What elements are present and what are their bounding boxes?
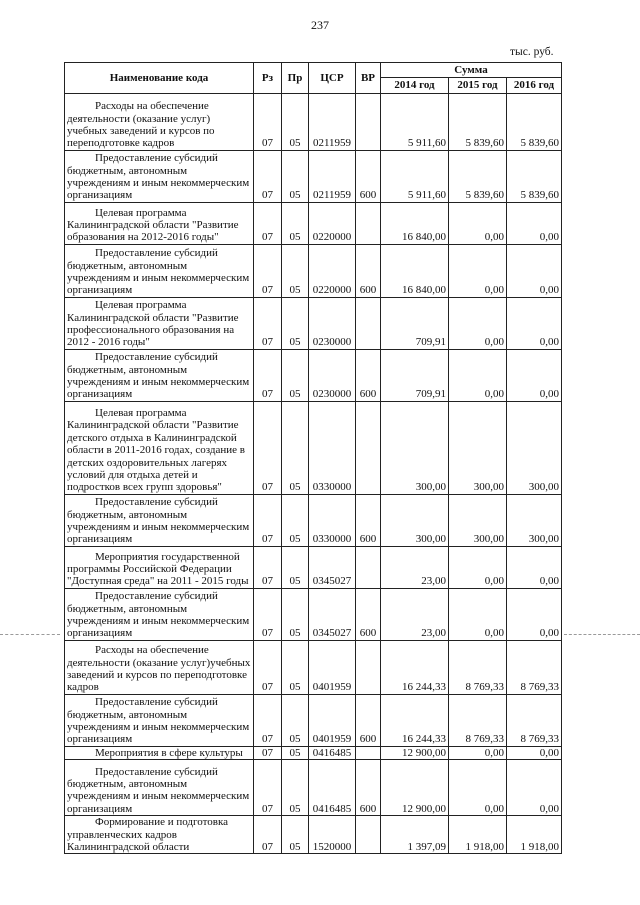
row-sum-2014: 16 244,33 [381, 694, 449, 746]
row-sum-2014: 16 840,00 [381, 202, 449, 244]
row-rz: 07 [254, 746, 282, 759]
row-vr: 600 [356, 150, 381, 202]
row-csr: 0220000 [309, 244, 356, 297]
row-sum-2014: 5 911,60 [381, 93, 449, 150]
row-vr [356, 401, 381, 494]
table-row [65, 588, 562, 640]
row-rz: 07 [254, 244, 282, 297]
header-name: Наименование кода [65, 63, 254, 94]
row-sum-2015: 300,00 [449, 401, 507, 494]
row-name: Мероприятия государственной программы Российской Федерации "Доступная среда" на 2011 - 2015 годы [65, 546, 254, 588]
row-csr: 0345027 [309, 588, 356, 640]
header-sum: Сумма [381, 63, 562, 78]
row-csr: 0220000 [309, 202, 356, 244]
row-sum-2016: 0,00 [507, 588, 562, 640]
row-sum-2016: 0,00 [507, 746, 562, 759]
row-name: Целевая программа Калининградской области "Развитие детского отдыха в Калининградской области в 2011-2016 годах, создание в детских оздоровительных лагерях условий для отдыха детей и подростков всех групп здоровья" [65, 401, 254, 494]
row-pr: 05 [282, 93, 309, 150]
table-row [65, 244, 562, 297]
row-name: Предоставление субсидий бюджетным, автономным учреждениям и иным некоммерческим организациям [65, 150, 254, 202]
row-pr: 05 [282, 588, 309, 640]
row-csr: 1520000 [309, 816, 356, 854]
row-pr: 05 [282, 546, 309, 588]
table-row [65, 760, 562, 816]
row-sum-2014: 12 900,00 [381, 760, 449, 816]
scan-fold-line-left [0, 634, 60, 635]
row-csr: 0330000 [309, 494, 356, 546]
row-sum-2015: 0,00 [449, 297, 507, 349]
row-csr: 0401959 [309, 694, 356, 746]
table-row [65, 640, 562, 694]
row-rz: 07 [254, 694, 282, 746]
row-csr: 0211959 [309, 93, 356, 150]
row-vr: 600 [356, 244, 381, 297]
row-name: Мероприятия в сфере культуры [65, 746, 254, 759]
row-name: Расходы на обеспечение деятельности (оказание услуг)учебных заведений и курсов по переподготовке кадров [65, 640, 254, 694]
row-pr: 05 [282, 150, 309, 202]
row-name: Предоставление субсидий бюджетным, автономным учреждениям и иным некоммерческим организациям [65, 349, 254, 401]
row-vr: 600 [356, 694, 381, 746]
row-vr [356, 297, 381, 349]
row-sum-2014: 709,91 [381, 297, 449, 349]
row-rz: 07 [254, 401, 282, 494]
row-rz: 07 [254, 816, 282, 854]
row-name: Предоставление субсидий бюджетным, автономным учреждениям и иным некоммерческим организациям [65, 588, 254, 640]
row-rz: 07 [254, 494, 282, 546]
row-vr: 600 [356, 349, 381, 401]
row-csr: 0345027 [309, 546, 356, 588]
header-vr: ВР [356, 63, 381, 94]
row-sum-2016: 300,00 [507, 401, 562, 494]
header-csr: ЦСР [309, 63, 356, 94]
row-vr [356, 202, 381, 244]
row-pr: 05 [282, 816, 309, 854]
row-vr: 600 [356, 494, 381, 546]
table-row [65, 546, 562, 588]
row-vr: 600 [356, 760, 381, 816]
row-sum-2014: 300,00 [381, 494, 449, 546]
row-csr: 0230000 [309, 297, 356, 349]
row-pr: 05 [282, 401, 309, 494]
row-csr: 0401959 [309, 640, 356, 694]
row-sum-2014: 16 244,33 [381, 640, 449, 694]
row-name: Расходы на обеспечение деятельности (оказание услуг) учебных заведений и курсов по переподготовке кадров [65, 93, 254, 150]
row-rz: 07 [254, 150, 282, 202]
row-vr: 600 [356, 588, 381, 640]
row-vr [356, 640, 381, 694]
row-rz: 07 [254, 760, 282, 816]
table-row [65, 93, 562, 150]
row-pr: 05 [282, 494, 309, 546]
row-rz: 07 [254, 640, 282, 694]
header-year-2014: 2014 год [381, 78, 449, 93]
row-pr: 05 [282, 760, 309, 816]
row-vr [356, 546, 381, 588]
row-name: Целевая программа Калининградской области "Развитие профессионального образования на 2012 - 2016 годы" [65, 297, 254, 349]
row-sum-2014: 23,00 [381, 546, 449, 588]
row-sum-2015: 0,00 [449, 202, 507, 244]
row-name: Предоставление субсидий бюджетным, автономным учреждениям и иным некоммерческим организациям [65, 494, 254, 546]
row-vr [356, 93, 381, 150]
row-sum-2016: 0,00 [507, 297, 562, 349]
row-sum-2014: 300,00 [381, 401, 449, 494]
row-sum-2015: 0,00 [449, 349, 507, 401]
header-year-2015: 2015 год [449, 78, 507, 93]
table-row [65, 694, 562, 746]
row-sum-2015: 0,00 [449, 760, 507, 816]
row-sum-2014: 12 900,00 [381, 746, 449, 759]
row-csr: 0416485 [309, 760, 356, 816]
row-sum-2016: 0,00 [507, 349, 562, 401]
row-vr [356, 816, 381, 854]
row-pr: 05 [282, 694, 309, 746]
table-row [65, 202, 562, 244]
row-sum-2016: 1 918,00 [507, 816, 562, 854]
row-name: Целевая программа Калининградской области "Развитие образования на 2012-2016 годы" [65, 202, 254, 244]
row-sum-2015: 8 769,33 [449, 640, 507, 694]
table-row [65, 816, 562, 854]
table-row [65, 494, 562, 546]
row-sum-2016: 5 839,60 [507, 93, 562, 150]
table-row [65, 746, 562, 759]
row-pr: 05 [282, 244, 309, 297]
row-pr: 05 [282, 349, 309, 401]
row-csr: 0230000 [309, 349, 356, 401]
row-sum-2016: 0,00 [507, 202, 562, 244]
row-vr [356, 746, 381, 759]
row-sum-2016: 0,00 [507, 546, 562, 588]
row-sum-2015: 8 769,33 [449, 694, 507, 746]
row-pr: 05 [282, 746, 309, 759]
budget-table [64, 62, 562, 854]
row-pr: 05 [282, 202, 309, 244]
row-sum-2015: 5 839,60 [449, 93, 507, 150]
row-sum-2016: 0,00 [507, 760, 562, 816]
row-rz: 07 [254, 297, 282, 349]
table-row [65, 297, 562, 349]
table-row [65, 150, 562, 202]
row-sum-2014: 16 840,00 [381, 244, 449, 297]
header-row [65, 63, 562, 78]
row-name: Формирование и подготовка управленческих кадров Калининградской области [65, 816, 254, 854]
row-sum-2015: 0,00 [449, 546, 507, 588]
row-pr: 05 [282, 297, 309, 349]
row-sum-2015: 0,00 [449, 588, 507, 640]
row-sum-2014: 709,91 [381, 349, 449, 401]
row-rz: 07 [254, 588, 282, 640]
row-rz: 07 [254, 93, 282, 150]
table-row [65, 349, 562, 401]
row-sum-2014: 1 397,09 [381, 816, 449, 854]
row-rz: 07 [254, 202, 282, 244]
row-name: Предоставление субсидий бюджетным, автономным учреждениям и иным некоммерческим организациям [65, 694, 254, 746]
row-sum-2016: 300,00 [507, 494, 562, 546]
row-rz: 07 [254, 546, 282, 588]
header-rz: Рз [254, 63, 282, 94]
row-name: Предоставление субсидий бюджетным, автономным учреждениям и иным некоммерческим организациям [65, 760, 254, 816]
row-sum-2016: 8 769,33 [507, 694, 562, 746]
row-sum-2015: 1 918,00 [449, 816, 507, 854]
row-csr: 0330000 [309, 401, 356, 494]
row-sum-2016: 8 769,33 [507, 640, 562, 694]
row-sum-2015: 300,00 [449, 494, 507, 546]
row-sum-2014: 23,00 [381, 588, 449, 640]
row-sum-2015: 0,00 [449, 244, 507, 297]
row-name: Предоставление субсидий бюджетным, автономным учреждениям и иным некоммерческим организациям [65, 244, 254, 297]
row-sum-2015: 0,00 [449, 746, 507, 759]
page-number: 237 [311, 18, 329, 32]
row-csr: 0211959 [309, 150, 356, 202]
header-year-2016: 2016 год [507, 78, 562, 93]
row-csr: 0416485 [309, 746, 356, 759]
scan-fold-line-right [564, 634, 640, 635]
header-pr: Пр [282, 63, 309, 94]
row-sum-2015: 5 839,60 [449, 150, 507, 202]
row-pr: 05 [282, 640, 309, 694]
table-row [65, 401, 562, 494]
row-sum-2016: 0,00 [507, 244, 562, 297]
units-label: тыс. руб. [510, 46, 554, 58]
row-sum-2014: 5 911,60 [381, 150, 449, 202]
row-sum-2016: 5 839,60 [507, 150, 562, 202]
row-rz: 07 [254, 349, 282, 401]
